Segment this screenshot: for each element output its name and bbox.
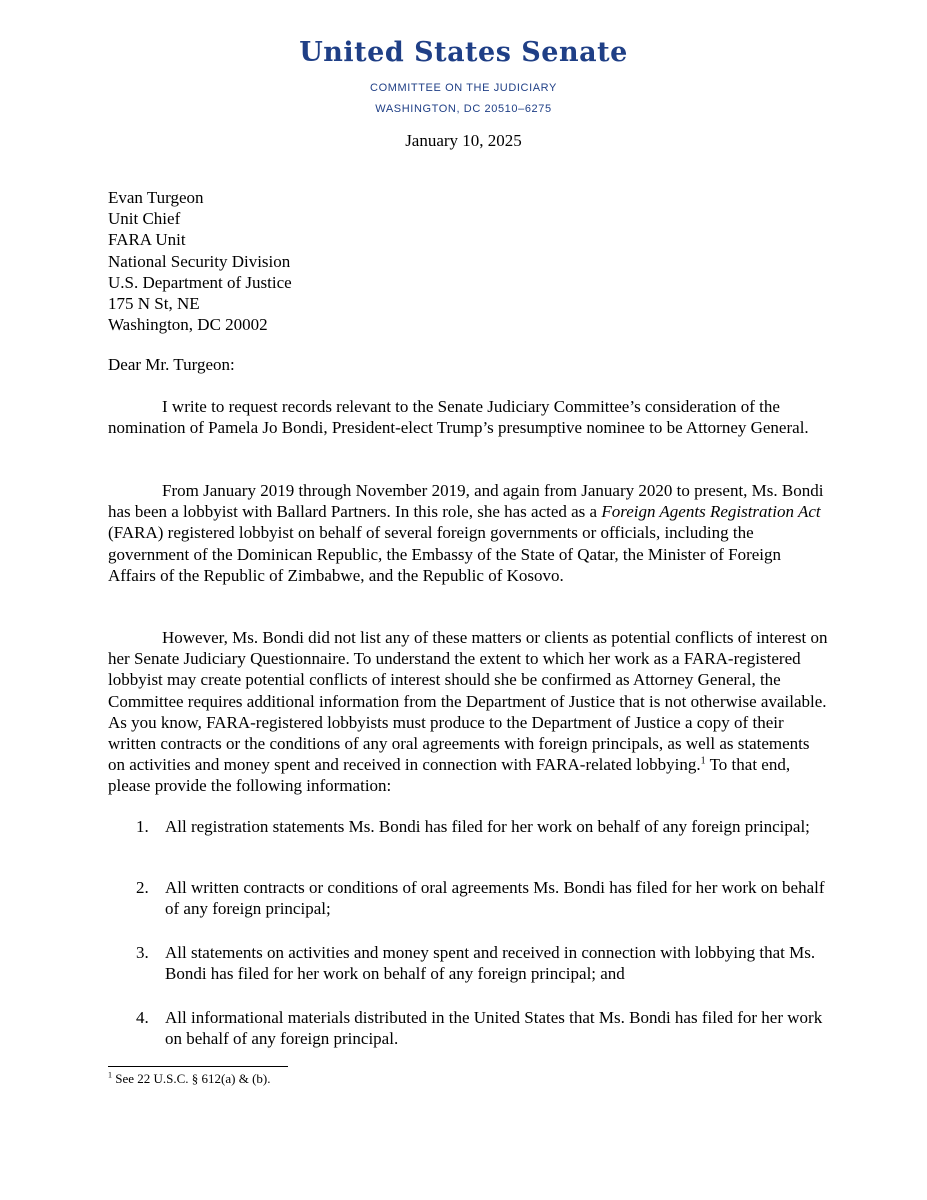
recipient-address: [108, 187, 828, 335]
request-text: All informational materials distributed in the United States that Ms. Bondi has filed for her work on behalf of any foreign principal.: [165, 1008, 823, 1049]
footnote-text: See 22 U.S.C. § 612(a) & (b).: [112, 1071, 271, 1086]
paragraph-3: [108, 627, 828, 797]
request-number: 4.: [136, 1008, 149, 1027]
request-text: All written contracts or conditions of oral agreements Ms. Bondi has filed for her work on behalf of any foreign principal;: [165, 878, 825, 919]
footnote: [108, 1071, 271, 1087]
request-item: [136, 1007, 836, 1049]
paragraph-1: [108, 396, 828, 438]
recipient-division: National Security Division: [108, 251, 291, 271]
footnote-divider: [108, 1066, 288, 1067]
fara-act-name: Foreign Agents Registration Act: [601, 502, 821, 522]
letter-date: January 10, 2025: [405, 131, 522, 150]
request-item: [136, 942, 836, 984]
paragraph-2-text: [108, 480, 828, 586]
footnote-reference: 1: [700, 755, 706, 767]
paragraph-3-tail: To that end, please provide the following information:: [108, 755, 791, 796]
paragraph-2: [108, 480, 828, 586]
recipient-name: Evan Turgeon: [108, 188, 204, 207]
paragraph-2-tail: (FARA) registered lobbyist on behalf of several foreign governments or officials, including the government of the Dominican Republic, the Embassy of the State of Qatar, the Minister of Foreign Affairs of the Republic of Zimbabwe, and the Republic of Kosovo.: [108, 523, 782, 585]
recipient-department: U.S. Department of Justice: [108, 272, 292, 292]
recipient-city: Washington, DC 20002: [108, 315, 268, 335]
paragraph-1-text: I write to request records relevant to the Senate Judiciary Committee’s consideration of the nomination of Pamela Jo Bondi, President-elect Trump’s presumptive nominee to be Attorney General.: [108, 397, 809, 438]
paragraph-2-lead: From January 2019 through November 2019, and again from January 2020 to present, Ms. Bondi has been a lobbyist with Ballard Partners. In this role, she has acted as a: [108, 481, 824, 522]
recipient-title: Unit Chief: [108, 209, 181, 229]
letterhead-address: WASHINGTON, DC 20510–6275: [375, 103, 552, 115]
letterhead-committee: COMMITTEE ON THE JUDICIARY: [370, 82, 557, 94]
request-number: 2.: [136, 878, 149, 897]
salutation: Dear Mr. Turgeon:: [108, 355, 235, 374]
request-text: All statements on activities and money spent and received in connection with lobbying that Ms. Bondi has filed for her work on behalf of any foreign principal; and: [165, 943, 816, 984]
paragraph-3-lead: However, Ms. Bondi did not list any of these matters or clients as potential conflicts of interest on her Senate Judiciary Questionnaire. To understand the extent to which her work as a FARA-registered lobbyist may create potential conflicts of interest should she be confirmed as Attorney General, the Committee requires additional information from the Department of Justice that is not otherwise available. As you know, FARA-registered lobbyists must produce to the Department of Justice a copy of their written contracts or the conditions of any oral agreements with foreign principals, as well as statements on activities and money spent and received in connection with FARA-related lobbying.: [108, 628, 828, 775]
request-text: All registration statements Ms. Bondi has filed for her work on behalf of any foreign principal;: [165, 817, 810, 836]
recipient-unit: FARA Unit: [108, 230, 186, 250]
recipient-street: 175 N St, NE: [108, 294, 200, 314]
paragraph-3-text: [108, 627, 828, 797]
request-number: 1.: [136, 817, 149, 836]
request-item: [136, 816, 836, 837]
request-item: [136, 877, 836, 919]
letterhead-title: United States Senate: [299, 37, 628, 68]
request-number: 3.: [136, 943, 149, 962]
footnote-mark: 1: [108, 1070, 112, 1080]
